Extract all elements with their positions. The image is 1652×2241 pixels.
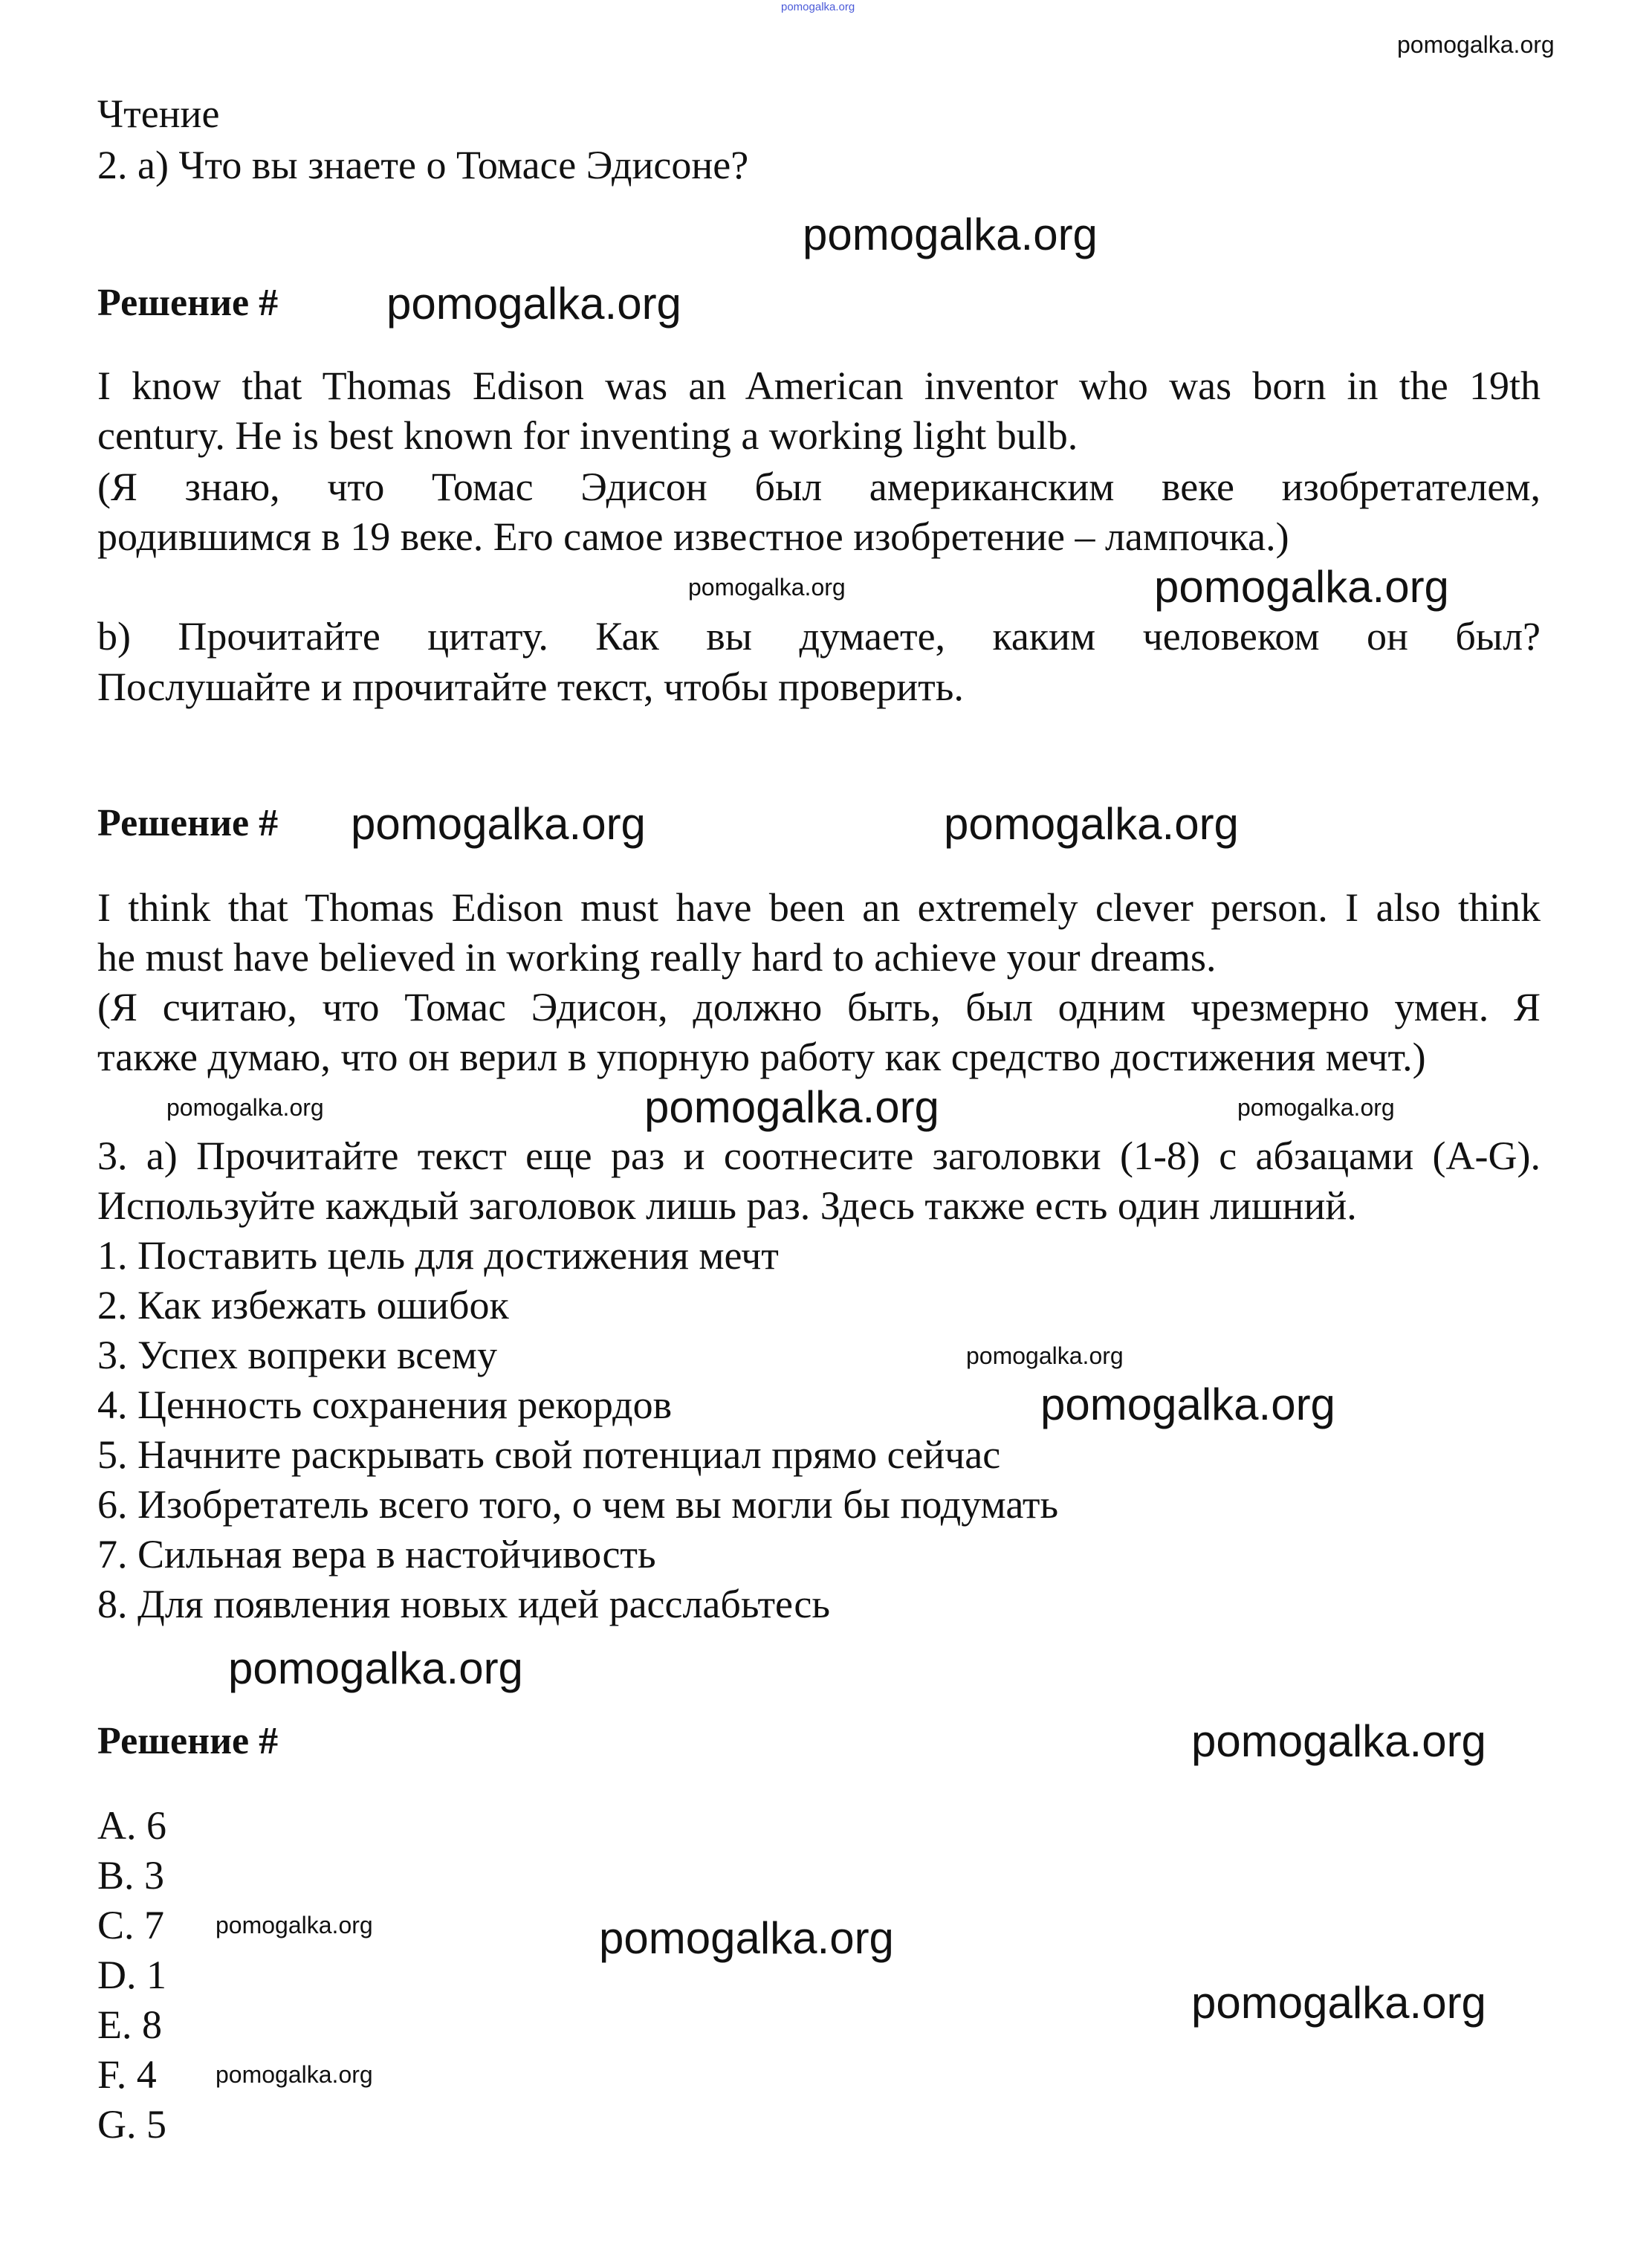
- watermark: pomogalka.org: [966, 1342, 1124, 1369]
- task-2b-question: b) Прочитайте цитату. Как вы думаете, каким человеком он был?: [97, 614, 1541, 659]
- watermark: pomogalka.org: [1154, 562, 1449, 612]
- answer-line: I think that Thomas Edison must have been an extremely clever person. I also think: [97, 885, 1541, 930]
- answer-item: B. 3: [97, 1853, 165, 1898]
- watermark: pomogalka.org: [351, 799, 646, 849]
- answer-item: C. 7: [97, 1903, 165, 1947]
- watermark: pomogalka.org: [1040, 1380, 1335, 1429]
- watermark: pomogalka.org: [1191, 1978, 1486, 2028]
- section-title: Чтение: [97, 91, 220, 136]
- answer-item: E. 8: [97, 2002, 162, 2047]
- solution-label: Решение #: [97, 802, 279, 844]
- heading-item: 6. Изобретатель всего того, о чем вы могли бы подумать: [97, 1482, 1059, 1527]
- answer-item: G. 5: [97, 2102, 166, 2147]
- watermark: pomogalka.org: [644, 1082, 939, 1132]
- watermark: pomogalka.org: [216, 1912, 373, 1938]
- watermark: pomogalka.org: [228, 1643, 523, 1693]
- heading-item: 8. Для появления новых идей расслабьтесь: [97, 1582, 830, 1626]
- solution-label: Решение #: [97, 282, 279, 324]
- watermark: pomogalka.org: [386, 279, 681, 329]
- watermark: pomogalka.org: [1397, 31, 1555, 58]
- answer-item: D. 1: [97, 1953, 166, 1997]
- heading-item: 7. Сильная вера в настойчивость: [97, 1532, 656, 1577]
- heading-item: 5. Начните раскрывать свой потенциал прямо сейчас: [97, 1432, 1001, 1477]
- task-3a-question: Используйте каждый заголовок лишь раз. Здесь также есть один лишний.: [97, 1183, 1357, 1228]
- answer-line: родившимся в 19 веке. Его самое известное изобретение – лампочка.): [97, 514, 1289, 559]
- answer-line: также думаю, что он верил в упорную работу как средство достижения мечт.): [97, 1035, 1426, 1079]
- answer-item: F. 4: [97, 2052, 157, 2097]
- watermark: pomogalka.org: [1191, 1716, 1486, 1766]
- answer-item: A. 6: [97, 1803, 166, 1848]
- answer-line: he must have believed in working really hard to achieve your dreams.: [97, 935, 1217, 980]
- answer-line: I know that Thomas Edison was an American inventor who was born in the 19th: [97, 363, 1541, 408]
- watermark: pomogalka.org: [944, 799, 1239, 849]
- task-2a-question: 2. a) Что вы знаете о Томасе Эдисоне?: [97, 143, 749, 187]
- watermark: pomogalka.org: [216, 2061, 373, 2088]
- watermark: pomogalka.org: [688, 574, 846, 601]
- answer-line: (Я знаю, что Томас Эдисон был американским веке изобретателем,: [97, 465, 1541, 509]
- watermark: pomogalka.org: [1237, 1094, 1395, 1121]
- solution-label: Решение #: [97, 1720, 279, 1762]
- heading-item: 1. Поставить цель для достижения мечт: [97, 1233, 779, 1278]
- watermark: pomogalka.org: [781, 1, 855, 13]
- task-2b-question: Послушайте и прочитайте текст, чтобы проверить.: [97, 664, 964, 709]
- watermark: pomogalka.org: [166, 1094, 324, 1121]
- heading-item: 2. Как избежать ошибок: [97, 1283, 509, 1328]
- watermark: pomogalka.org: [599, 1913, 894, 1963]
- answer-line: century. He is best known for inventing a working light bulb.: [97, 413, 1078, 458]
- answer-line: (Я считаю, что Томас Эдисон, должно быть, был одним чрезмерно умен. Я: [97, 985, 1541, 1029]
- task-3a-question: 3. a) Прочитайте текст еще раз и соотнесите заголовки (1-8) с абзацами (A-G).: [97, 1134, 1541, 1178]
- heading-item: 3. Успех вопреки всему: [97, 1333, 497, 1377]
- heading-item: 4. Ценность сохранения рекордов: [97, 1383, 673, 1427]
- watermark: pomogalka.org: [803, 210, 1098, 259]
